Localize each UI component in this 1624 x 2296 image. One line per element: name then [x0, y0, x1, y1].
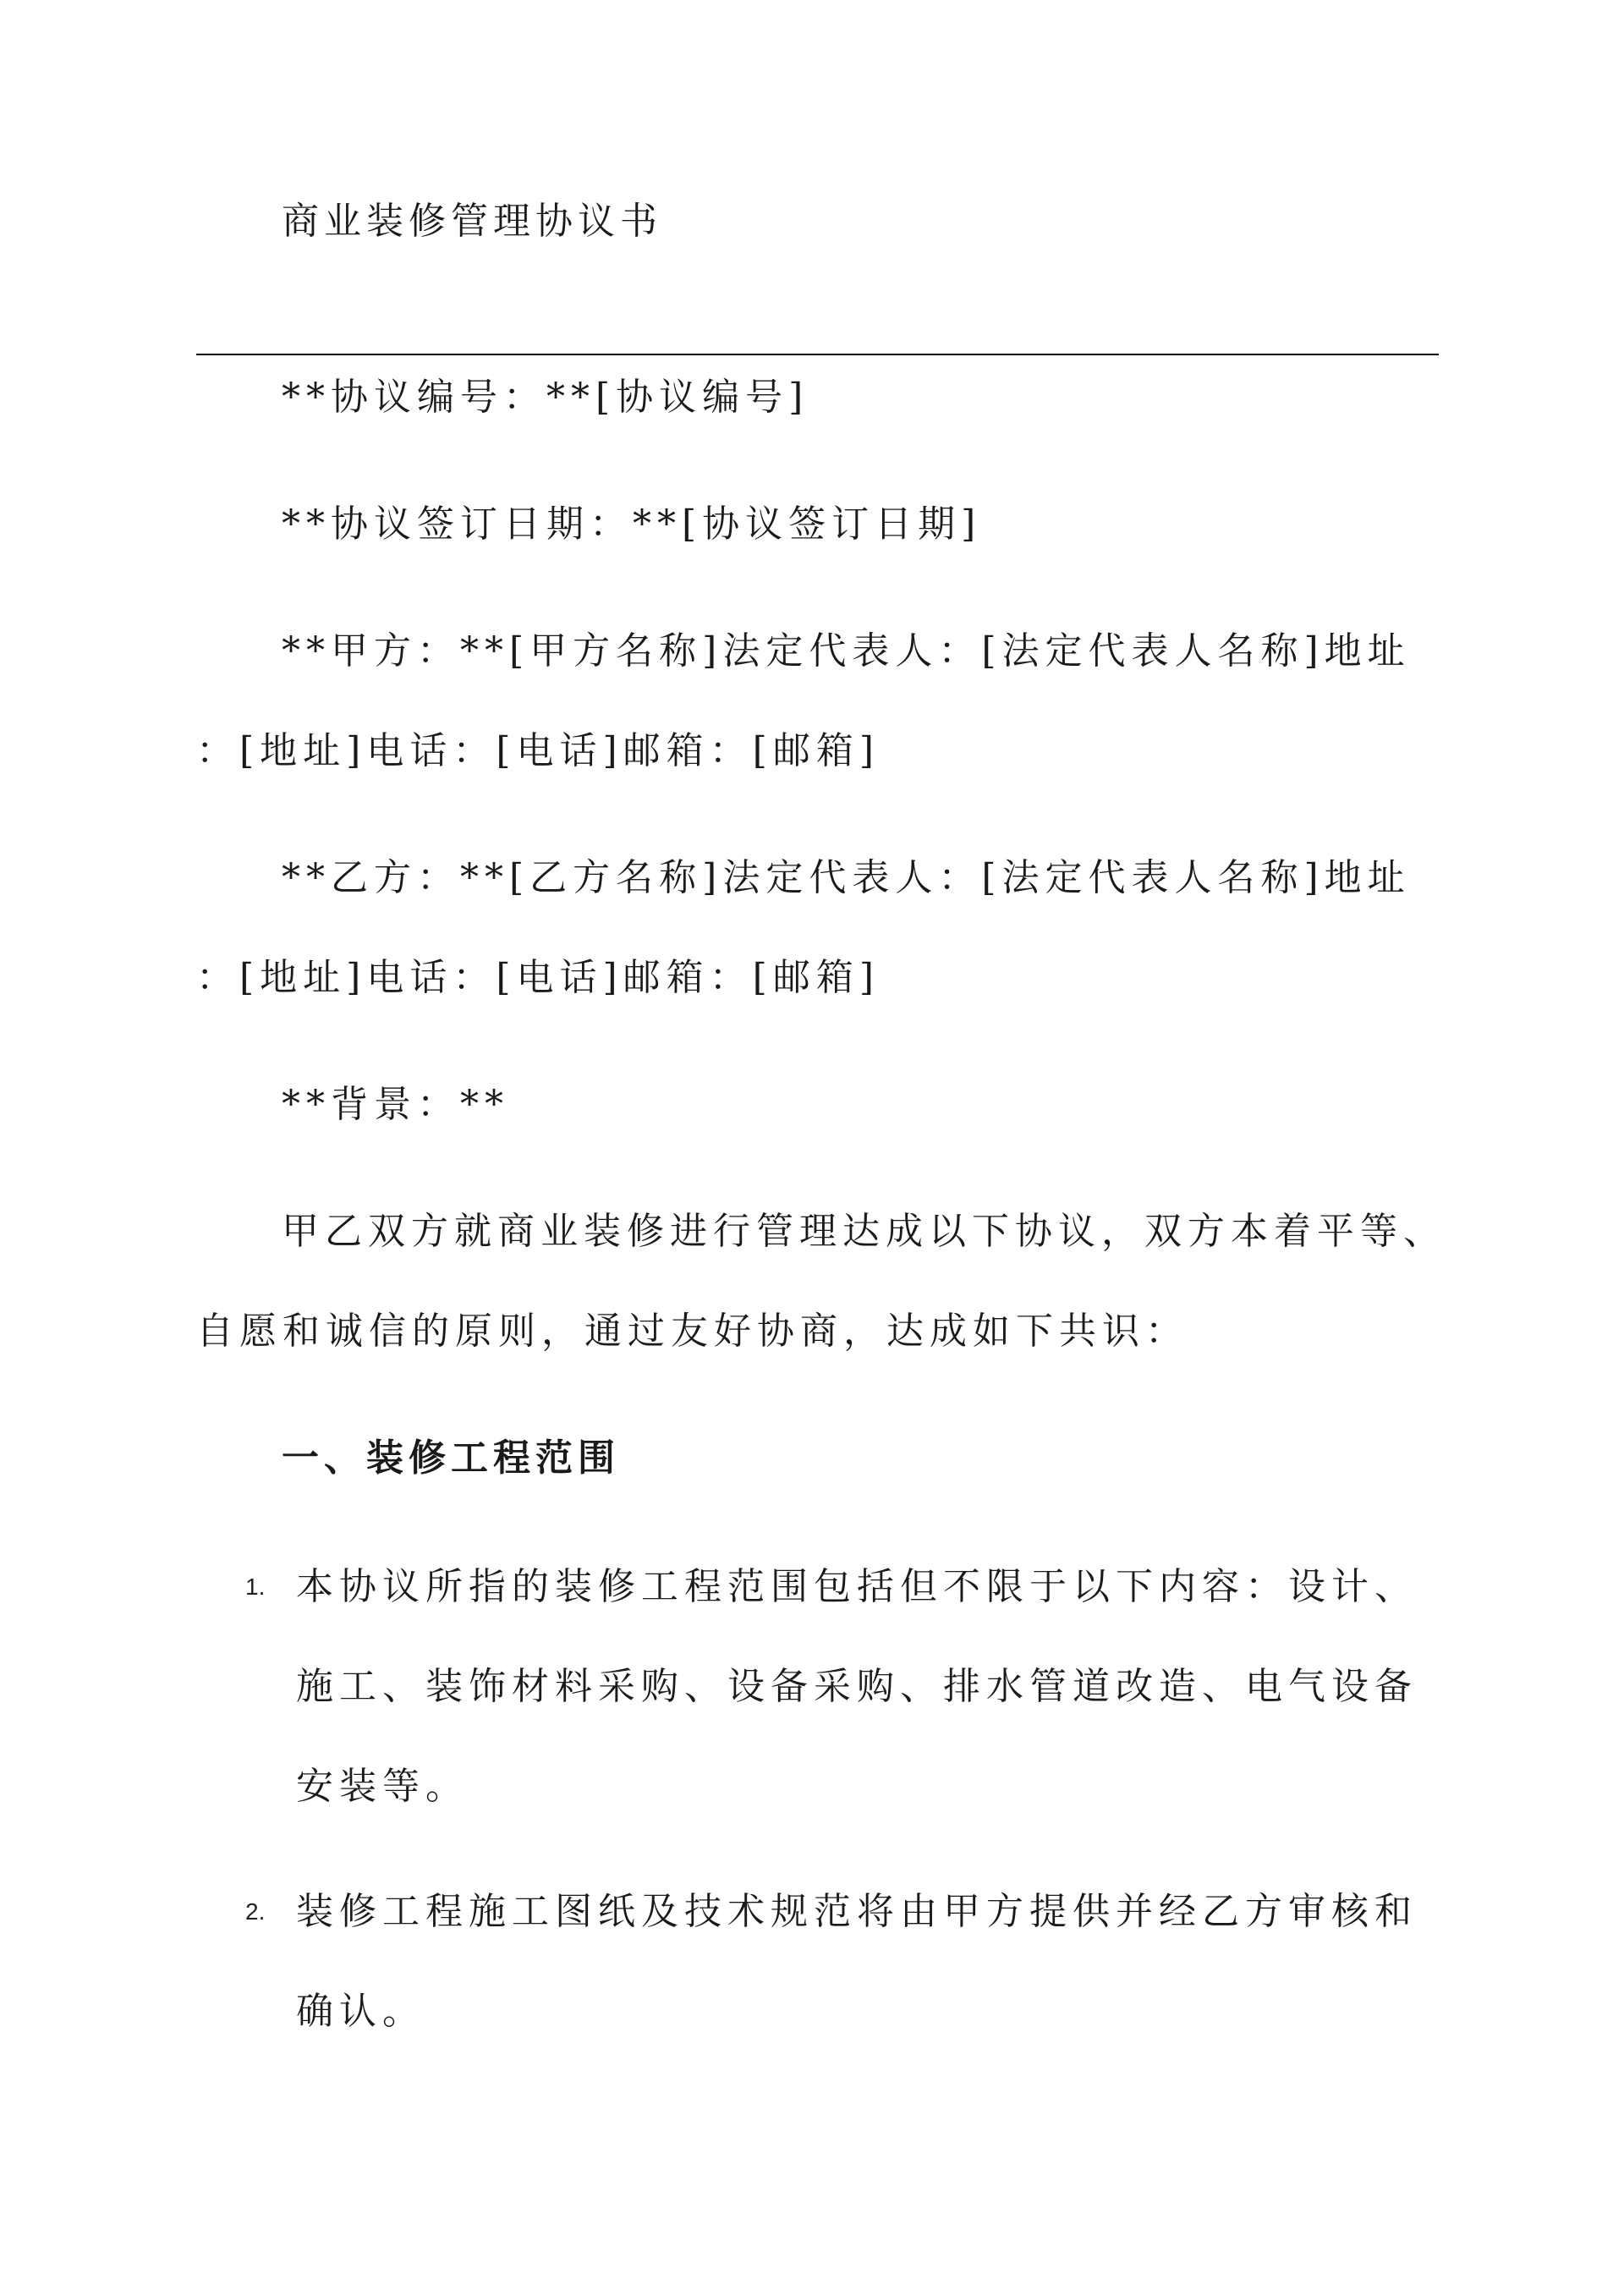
section-heading: 一、装修工程范围	[282, 1436, 620, 1480]
agreement-number: **协议编号：**[协议编号]	[282, 376, 809, 419]
list-item-line: 装修工程施工图纸及技术规范将由甲方提供并经乙方审核和	[296, 1890, 1418, 1933]
intro-line1: 甲乙双方就商业装修进行管理达成以下协议，双方本着平等、	[282, 1210, 1446, 1253]
list-item-number: 2.	[245, 1898, 266, 1925]
list-item-line: 施工、装饰材料采购、设备采购、排水管道改造、电气设备	[296, 1665, 1418, 1708]
list-item-line: 确认。	[296, 1990, 425, 2033]
list-item-number: 1.	[245, 1574, 266, 1600]
document-title: 商业装修管理协议书	[282, 200, 662, 243]
list-item-line: 本协议所指的装修工程范围包括但不限于以下内容：设计、	[296, 1565, 1418, 1608]
title-divider	[196, 354, 1439, 355]
party-b-line1: **乙方：**[乙方名称]法定代表人：[法定代表人名称]地址	[282, 856, 1411, 899]
background-label: **背景：**	[282, 1083, 509, 1126]
party-b-line2: ：[地址]电话：[电话]邮箱：[邮箱]	[196, 956, 880, 999]
party-a-line2: ：[地址]电话：[电话]邮箱：[邮箱]	[196, 729, 880, 772]
party-a-line1: **甲方：**[甲方名称]法定代表人：[法定代表人名称]地址	[282, 629, 1411, 673]
list-item-line: 安装等。	[296, 1765, 469, 1808]
sign-date: **协议签订日期：**[协议签订日期]	[282, 503, 982, 546]
intro-line2: 自愿和诚信的原则，通过友好协商，达成如下共识：	[196, 1310, 1188, 1353]
